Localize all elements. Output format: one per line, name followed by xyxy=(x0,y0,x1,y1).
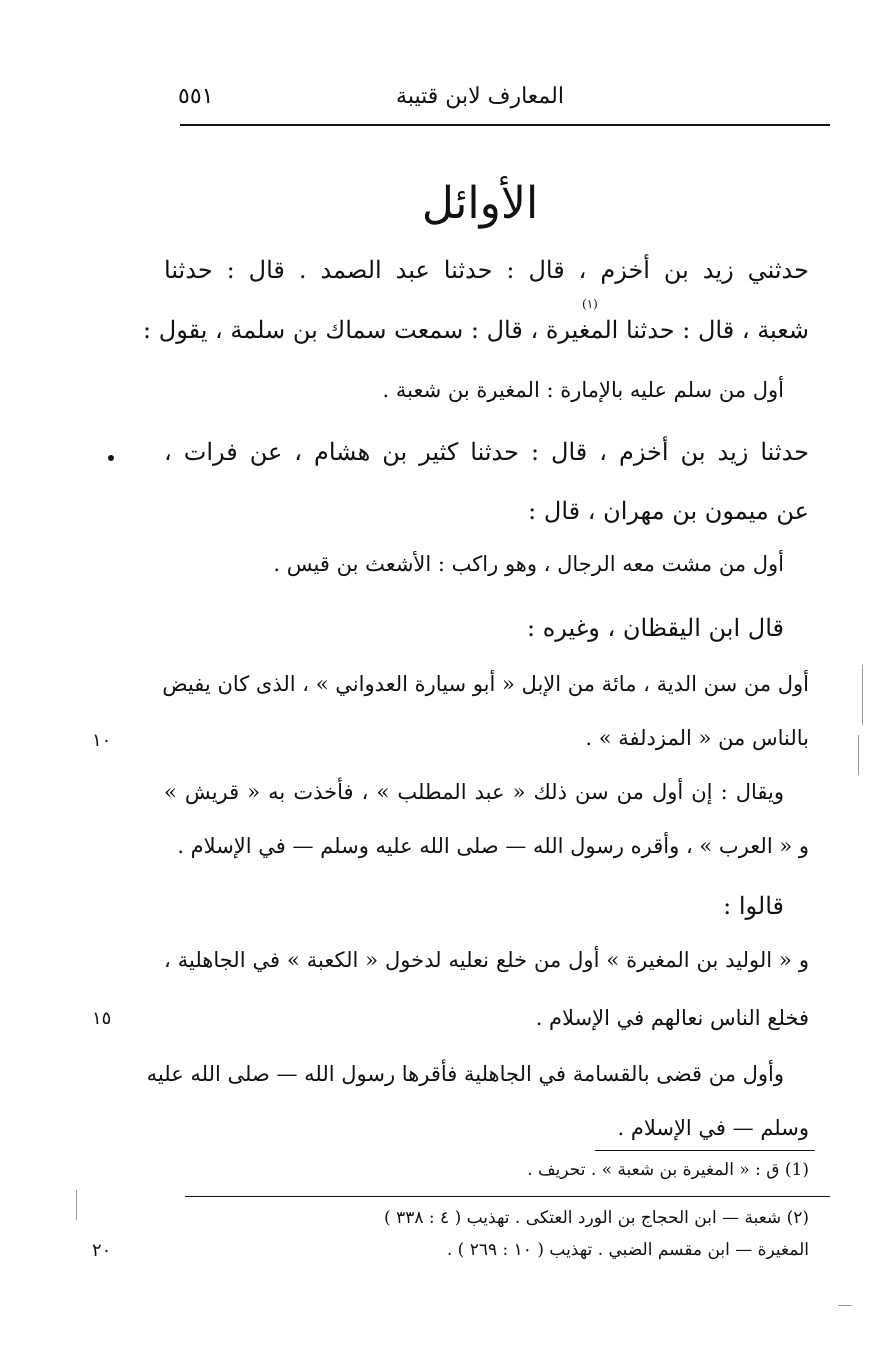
text-line-1: حدثني زيد بن أخزم ، قال : حدثنا عبد الصمد . قال : حدثنا xyxy=(164,256,809,284)
header-rule xyxy=(180,124,830,126)
text-line-11: و « العرب » ، وأقره رسول الله — صلى الله عليه وسلم — في الإسلام . xyxy=(177,834,809,858)
section-title: الأوائل xyxy=(421,178,539,229)
scan-artifact xyxy=(76,1190,77,1220)
page-number: ٥٥١ xyxy=(178,84,214,109)
margin-marker-5 xyxy=(108,455,114,461)
text-line-2: شعبة ، قال : حدثنا المغيرة ، قال : سمعت سماك بن سلمة ، يقول : xyxy=(143,316,809,344)
text-line-5: عن ميمون بن مهران ، قال : xyxy=(528,497,809,525)
scan-artifact xyxy=(838,1305,852,1306)
text-line-4: حدثنا زيد بن أخزم ، قال : حدثنا كثير بن هشام ، عن فرات ، xyxy=(164,438,809,466)
margin-line-number-10: ١٠ xyxy=(92,730,112,751)
text-line-15: وأول من قضى بالقسامة في الجاهلية فأقرها رسول الله — صلى الله عليه xyxy=(146,1062,784,1086)
text-end-rule xyxy=(595,1150,815,1151)
margin-line-number-15: ١٥ xyxy=(92,1008,112,1029)
text-line-6: أول من مشت معه الرجال ، وهو راكب : الأشعث بن قيس . xyxy=(273,552,784,576)
margin-line-number-20: ٢٠ xyxy=(92,1240,112,1261)
footnote-rule xyxy=(185,1196,830,1197)
text-line-9: بالناس من « المزدلفة » . xyxy=(585,726,809,750)
footnote-marker: (١) xyxy=(582,297,598,311)
text-line-10: ويقال : إن أول من سن ذلك « عبد المطلب » ، فأخذت به « قريش » xyxy=(164,780,784,804)
footnote-2: (٢) شعبة — ابن الحجاج بن الورد العتكى . تهذيب ( ٤ : ٣٣٨ ) xyxy=(384,1208,809,1228)
text-line-3: أول من سلم عليه بالإمارة : المغيرة بن شعبة . xyxy=(382,378,784,402)
text-line-16: وسلم — في الإسلام . xyxy=(617,1116,809,1140)
footnote-2-continuation: المغيرة — ابن مقسم الضبي . تهذيب ( ١٠ : ٢٦٩ ) . xyxy=(446,1240,809,1260)
running-header-title: المعارف لابن قتيبة xyxy=(396,84,564,109)
text-line-8: أول من سن الدية ، مائة من الإبل « أبو سيارة العدواني » ، الذى كان يفيض xyxy=(162,672,809,696)
footnote-1: (1) ق : « المغيرة بن شعبة » . تحريف . xyxy=(527,1160,809,1180)
scan-artifact xyxy=(862,665,863,725)
text-line-12: قالوا : xyxy=(723,892,784,920)
scan-artifact xyxy=(858,735,859,775)
text-line-13: و « الوليد بن المغيرة » أول من خلع نعليه لدخول « الكعبة » في الجاهلية ، xyxy=(164,948,809,972)
text-line-7: قال ابن اليقظان ، وغيره : xyxy=(526,614,784,642)
text-line-14: فخلع الناس نعالهم في الإسلام . xyxy=(535,1006,809,1030)
